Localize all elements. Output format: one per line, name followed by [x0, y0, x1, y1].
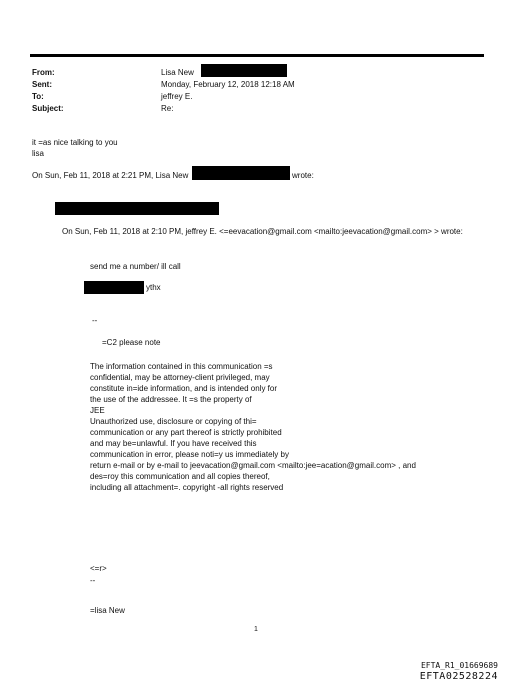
message-line: ythx — [146, 283, 161, 292]
redaction-box — [192, 166, 290, 180]
disclaimer-line: des=roy this communication and all copies thereof, — [90, 472, 270, 481]
subject-label: Subject: — [32, 104, 64, 113]
message-line: send me a number/ ill call — [90, 262, 181, 271]
quote-header: On Sun, Feb 11, 2018 at 2:10 PM, jeffrey E. <=eevacation@gmail.com <mailto:jeevacation@gmail.com> > wrote: — [62, 227, 463, 236]
disclaimer-line: constitute in=ide information, and is intended only for — [90, 384, 278, 393]
reply-signature: lisa — [32, 149, 45, 158]
disclaimer-line: communication in error, please noti=y us immediately by — [90, 450, 289, 459]
quote-header: On Sun, Feb 11, 2018 at 2:21 PM, Lisa New — [32, 171, 189, 180]
from-value: Lisa New — [161, 68, 194, 77]
separator-dashes: -- — [90, 576, 96, 585]
disclaimer-line: and may be=unlawful. If you have received this — [90, 439, 257, 448]
disclaimer-line: including all attachment=. copyright -all rights reserved — [90, 483, 284, 492]
redaction-box — [201, 64, 287, 77]
reply-line: it =as nice talking to you — [32, 138, 118, 147]
sent-label: Sent: — [32, 80, 52, 89]
disclaimer-line: JEE — [90, 406, 105, 415]
separator-dashes: -- — [92, 316, 98, 325]
quote-header-suffix: wrote: — [292, 171, 314, 180]
signoff-line: =lisa New — [90, 606, 125, 615]
redaction-box — [84, 281, 144, 294]
tag-line: <=r> — [90, 564, 107, 573]
disclaimer-line: confidential, may be attorney-client privileged, may — [90, 373, 270, 382]
subject-value: Re: — [161, 104, 174, 113]
bates-id: EFTA02528224 — [419, 671, 498, 682]
to-label: To: — [32, 92, 44, 101]
disclaimer-line: The information contained in this communication =s — [90, 362, 273, 371]
bates-id-r1: EFTA_R1_01669689 — [420, 661, 498, 670]
from-label: From: — [32, 68, 55, 77]
sent-value: Monday, February 12, 2018 12:18 AM — [161, 80, 295, 89]
disclaimer-line: Unauthorized use, disclosure or copying of thi= — [90, 417, 257, 426]
note-line: =C2 please note — [102, 338, 161, 347]
disclaimer-line: return e-mail or by e-mail to jeevacation@gmail.com <mailto:jee=acation@gmail.com> , and — [90, 461, 416, 470]
redaction-box — [55, 202, 219, 215]
page-number: 1 — [254, 626, 258, 633]
header-rule — [30, 54, 484, 57]
disclaimer-line: the use of the addressee. It =s the property of — [90, 395, 252, 404]
disclaimer-line: communication or any part thereof is strictly prohibited — [90, 428, 282, 437]
to-value: jeffrey E. — [161, 92, 193, 101]
